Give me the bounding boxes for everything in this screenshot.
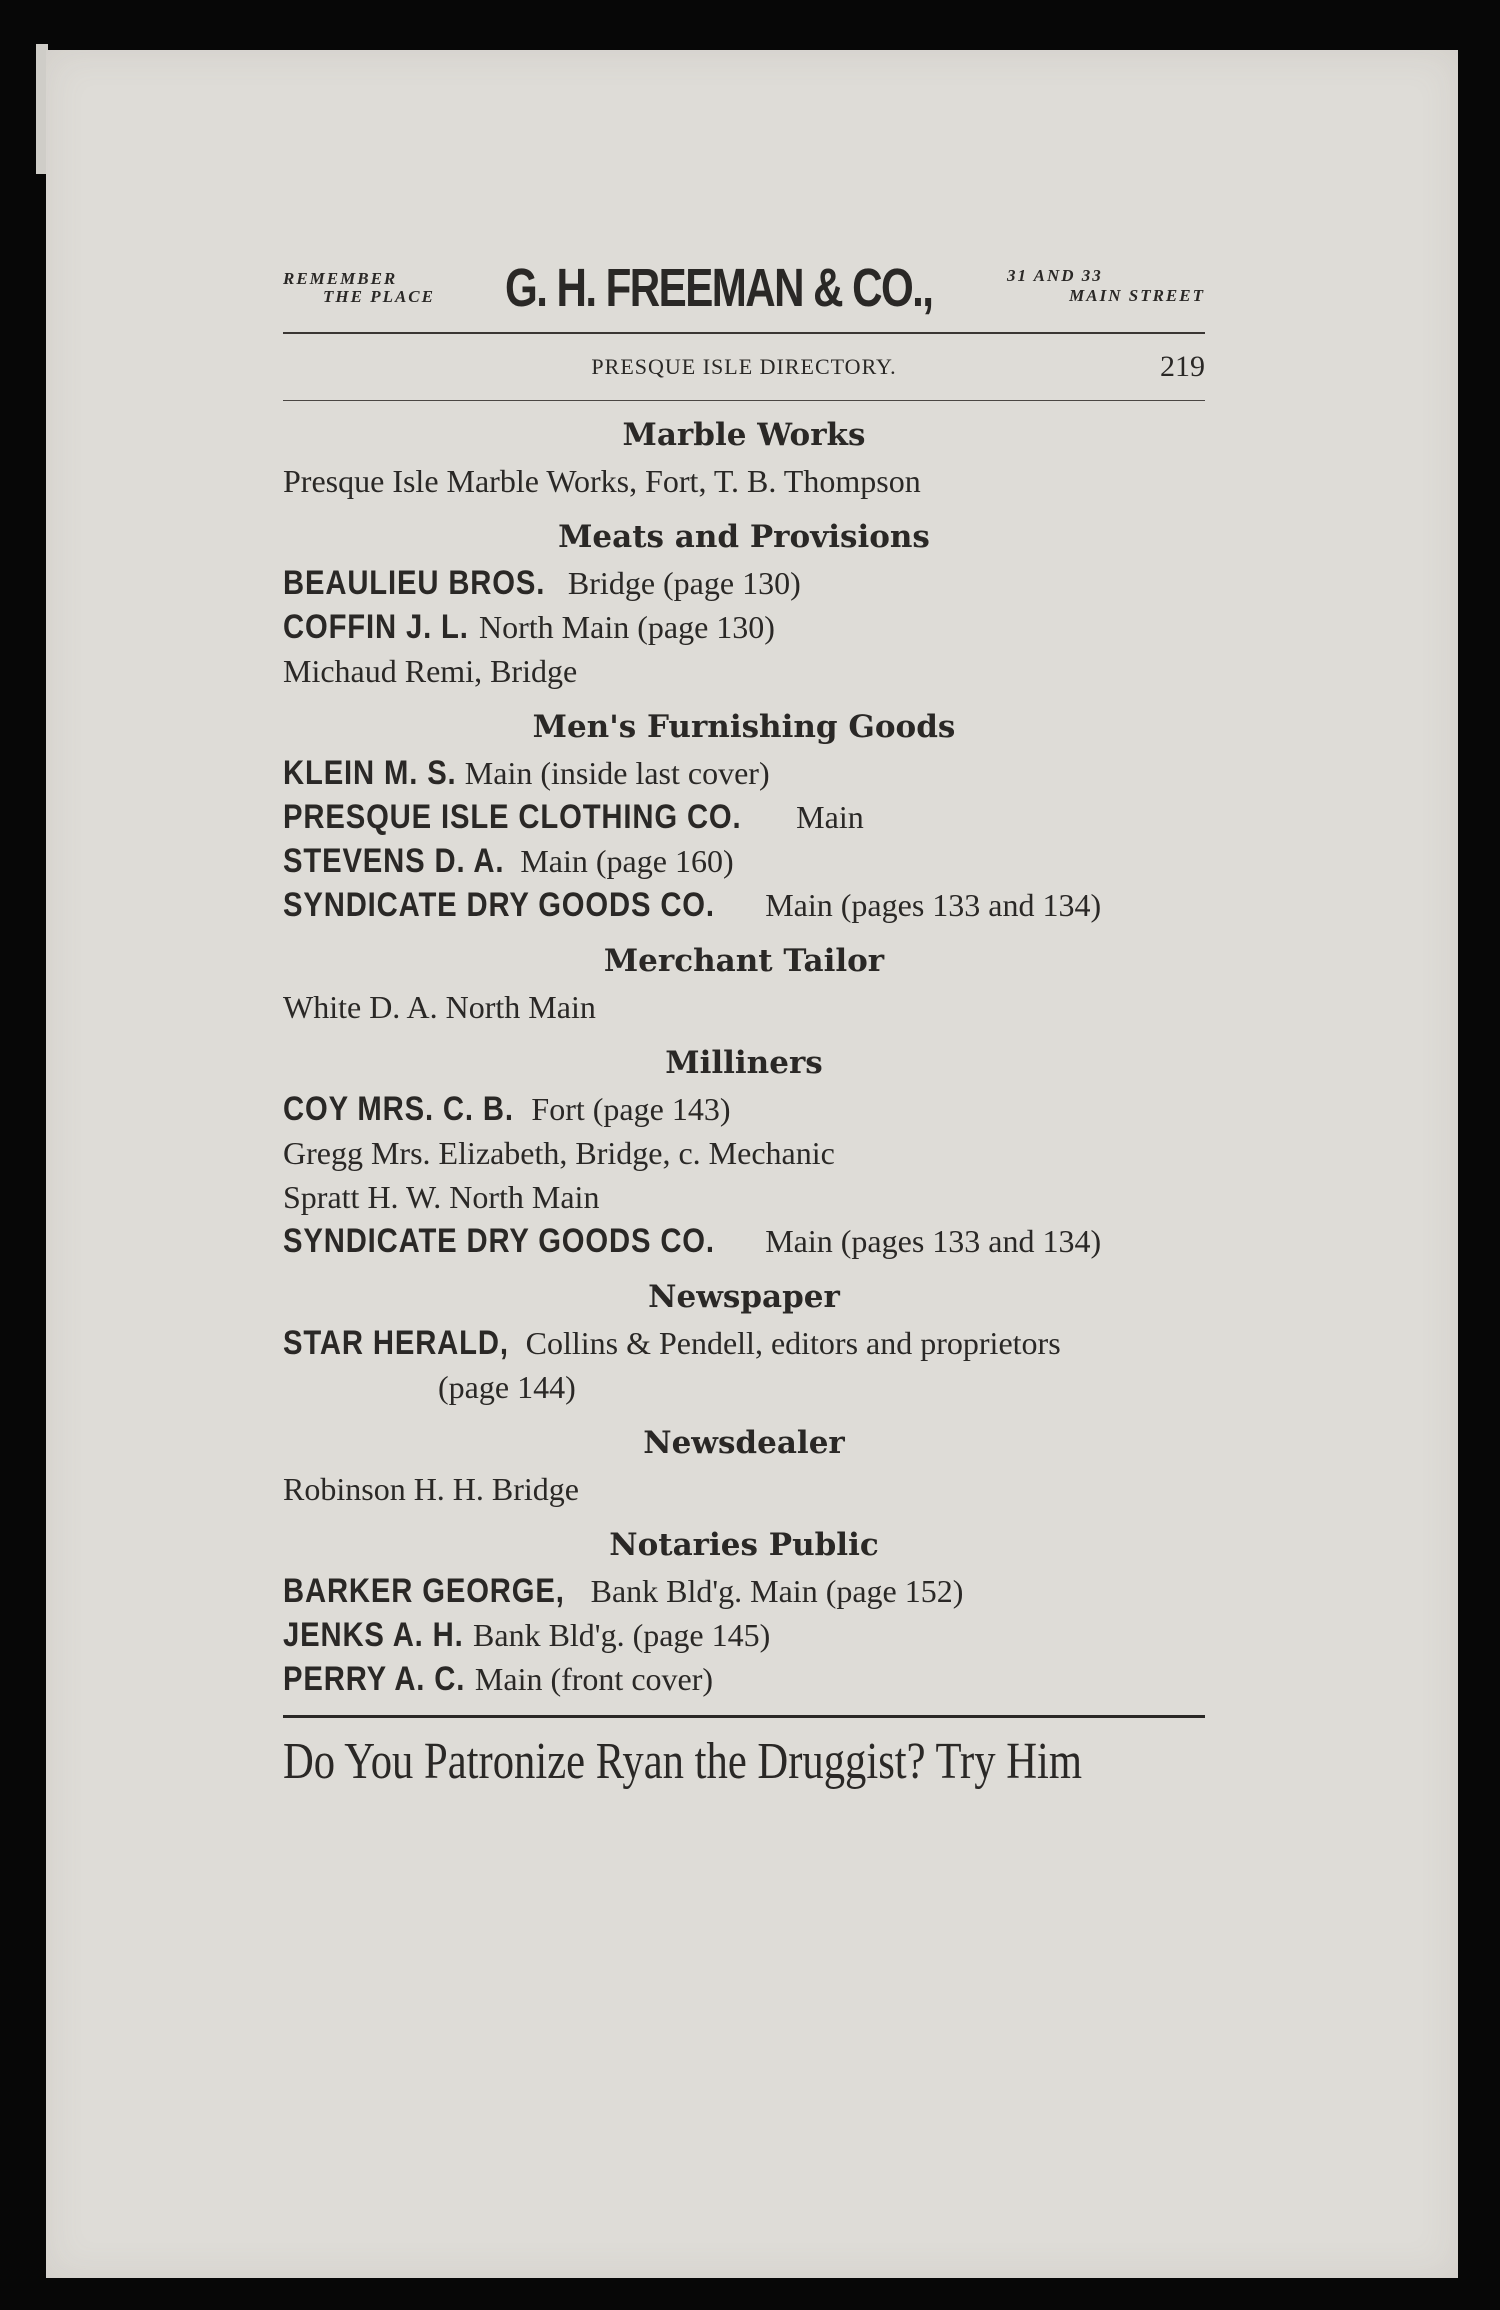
entry-name: SYNDICATE DRY GOODS CO. — [283, 886, 715, 924]
entry-name: BEAULIEU BROS. — [283, 564, 546, 602]
directory-entry — [283, 1219, 1205, 1263]
entry-details: Spratt H. W. North Main — [283, 1179, 600, 1215]
remember-line-2: THE PLACE — [323, 287, 435, 306]
section-heading: Notaries Public — [609, 1527, 879, 1563]
entry-details: Bridge (page 130) — [567, 565, 801, 601]
directory-section — [283, 415, 1205, 503]
entry-name: SYNDICATE DRY GOODS CO. — [283, 1222, 715, 1260]
entry-name: KLEIN M. S. — [283, 754, 457, 792]
directory-section — [283, 1423, 1205, 1511]
directory-entry — [283, 883, 1205, 927]
remember-the-place — [283, 270, 435, 306]
directory-entry — [283, 1467, 1205, 1511]
entry-details: North Main (page 130) — [479, 609, 775, 645]
directory-entry — [283, 839, 1205, 883]
directory-section — [283, 1043, 1205, 1263]
directory-entry — [283, 1175, 1205, 1219]
directory-entry — [283, 649, 1205, 693]
directory-entry — [283, 459, 1205, 503]
footer-slogan: Do You Patronize Ryan the Druggist? Try Him — [283, 1733, 1083, 1790]
directory-section — [283, 517, 1205, 693]
entry-details: Main (inside last cover) — [464, 755, 770, 791]
entry-details: Michaud Remi, Bridge — [283, 653, 578, 689]
section-heading: Merchant Tailor — [603, 943, 885, 979]
directory-section — [283, 1277, 1205, 1409]
entry-name: COFFIN J. L. — [283, 608, 469, 646]
section-heading: Marble Works — [622, 417, 866, 453]
entry-continuation: (page 144) — [438, 1369, 576, 1405]
entry-details: Bank Bld'g. (page 145) — [473, 1617, 771, 1653]
firm-address — [985, 266, 1205, 306]
entry-details: Presque Isle Marble Works, Fort, T. B. Thompson — [283, 463, 921, 499]
directory-entry — [283, 795, 1205, 839]
directory-entry — [283, 1131, 1205, 1175]
page-number: 219 — [1160, 350, 1205, 383]
directory-entry — [283, 1321, 1205, 1409]
entry-name: PRESQUE ISLE CLOTHING CO. — [283, 798, 742, 836]
entry-details: Main (pages 133 and 134) — [765, 1223, 1102, 1259]
entry-name: STAR HERALD, — [283, 1324, 509, 1362]
entry-name: COY MRS. C. B. — [283, 1090, 514, 1128]
directory-listings — [283, 415, 1205, 1701]
directory-entry — [283, 605, 1205, 649]
entry-details: Main — [796, 799, 864, 835]
directory-entry — [283, 985, 1205, 1029]
directory-section — [283, 1525, 1205, 1701]
directory-entry — [283, 751, 1205, 795]
entry-details: Gregg Mrs. Elizabeth, Bridge, c. Mechanic — [283, 1135, 835, 1171]
directory-entry — [283, 1657, 1205, 1701]
remember-line-1: REMEMBER — [283, 269, 398, 288]
entry-name: JENKS A. H. — [283, 1616, 464, 1654]
directory-section — [283, 707, 1205, 927]
entry-name: BARKER GEORGE, — [283, 1572, 565, 1610]
section-heading: Newspaper — [648, 1279, 840, 1315]
page-content — [283, 258, 1205, 1794]
directory-section — [283, 941, 1205, 1029]
directory-entry — [283, 1613, 1205, 1657]
directory-entry — [283, 1569, 1205, 1613]
section-heading: Newsdealer — [643, 1425, 845, 1461]
entry-name: STEVENS D. A. — [283, 842, 505, 880]
section-heading: Men's Furnishing Goods — [532, 709, 956, 745]
advertisement-banner — [283, 258, 1205, 328]
address-line-2: MAIN STREET — [1069, 286, 1205, 305]
entry-details: Main (page 160) — [520, 843, 734, 879]
directory-title: PRESQUE ISLE DIRECTORY. — [591, 354, 897, 379]
directory-entry — [283, 1087, 1205, 1131]
firm-name: G. H. FREEMAN & CO., — [505, 258, 933, 318]
section-heading: Meats and Provisions — [558, 519, 930, 555]
entry-details: Bank Bld'g. Main (page 152) — [590, 1573, 964, 1609]
entry-name: PERRY A. C. — [283, 1660, 466, 1698]
section-heading: Milliners — [665, 1045, 823, 1081]
entry-details: Collins & Pendell, editors and proprietors — [525, 1325, 1061, 1361]
entry-details: White D. A. North Main — [283, 989, 596, 1025]
address-line-1: 31 AND 33 — [1007, 266, 1103, 285]
directory-entry — [283, 561, 1205, 605]
running-head — [283, 332, 1205, 404]
entry-details: Robinson H. H. Bridge — [283, 1471, 579, 1507]
entry-details: Fort (page 143) — [531, 1091, 731, 1127]
entry-details: Main (front cover) — [474, 1661, 714, 1697]
footer-rule — [283, 1715, 1205, 1718]
entry-details: Main (pages 133 and 134) — [765, 887, 1102, 923]
